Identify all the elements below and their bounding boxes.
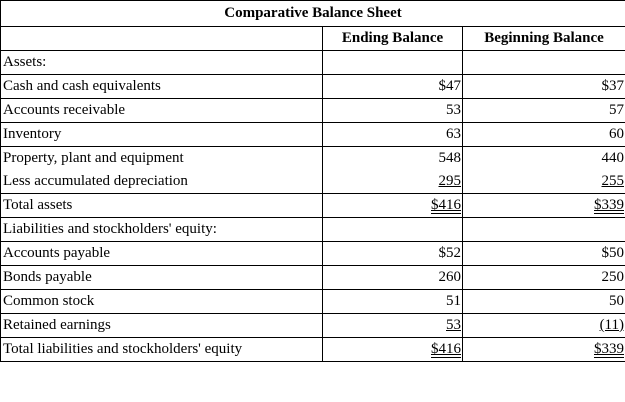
ending-value-text: $416: [431, 341, 461, 357]
row-label: Cash and cash equivalents: [1, 75, 323, 99]
table-row: [1, 290, 625, 314]
table-row: [1, 242, 625, 266]
row-label: Inventory: [1, 123, 323, 147]
table-row: [1, 218, 625, 242]
row-label: Assets:: [1, 51, 323, 75]
ending-value-text: 295: [438, 173, 461, 189]
beginning-value: [463, 338, 625, 362]
beginning-value: 50: [463, 290, 625, 314]
ending-value: 260: [323, 266, 463, 290]
ending-value-text: $416: [431, 197, 461, 213]
ending-balance-header: Ending Balance: [323, 27, 463, 51]
row-label: Less accumulated depreciation: [1, 170, 323, 194]
beginning-value-text: (11): [599, 317, 624, 333]
beginning-value: [463, 51, 625, 75]
table-row: [1, 99, 625, 123]
row-label: Accounts receivable: [1, 99, 323, 123]
beginning-value: [463, 170, 625, 194]
row-label: Liabilities and stockholders' equity:: [1, 218, 323, 242]
beginning-value-text: 255: [601, 173, 624, 189]
ending-value: 548: [323, 147, 463, 171]
ending-value: $52: [323, 242, 463, 266]
beginning-value: 60: [463, 123, 625, 147]
row-label: Total assets: [1, 194, 323, 218]
ending-value: [323, 170, 463, 194]
table-row: [1, 51, 625, 75]
row-label: Bonds payable: [1, 266, 323, 290]
beginning-value-text: $339: [594, 197, 624, 213]
ending-value-text: 53: [446, 317, 461, 333]
row-label: Common stock: [1, 290, 323, 314]
row-label: Total liabilities and stockholders' equity: [1, 338, 323, 362]
beginning-value: [463, 194, 625, 218]
ending-value: [323, 194, 463, 218]
ending-value: 51: [323, 290, 463, 314]
table-row: [1, 266, 625, 290]
ending-value: 63: [323, 123, 463, 147]
beginning-value: [463, 314, 625, 338]
title-row: [1, 1, 625, 27]
ending-value: [323, 218, 463, 242]
row-label: Accounts payable: [1, 242, 323, 266]
table-row: [1, 123, 625, 147]
sheet-title: Comparative Balance Sheet: [1, 1, 625, 27]
table-row: [1, 170, 625, 194]
header-blank-cell: [1, 27, 323, 51]
beginning-value: 250: [463, 266, 625, 290]
beginning-value: 440: [463, 147, 625, 171]
ending-value: 53: [323, 99, 463, 123]
table-row: [1, 147, 625, 171]
ending-value: [323, 51, 463, 75]
row-label: Retained earnings: [1, 314, 323, 338]
beginning-value-text: $339: [594, 341, 624, 357]
beginning-value: $37: [463, 75, 625, 99]
table-row: [1, 338, 625, 362]
table-row: [1, 314, 625, 338]
ending-value: [323, 338, 463, 362]
beginning-value: $50: [463, 242, 625, 266]
beginning-value: [463, 218, 625, 242]
ending-value: $47: [323, 75, 463, 99]
beginning-balance-header: Beginning Balance: [463, 27, 625, 51]
ending-value: [323, 314, 463, 338]
table-row: [1, 75, 625, 99]
row-label: Property, plant and equipment: [1, 147, 323, 171]
header-row: [1, 27, 625, 51]
beginning-value: 57: [463, 99, 625, 123]
table-row: [1, 194, 625, 218]
